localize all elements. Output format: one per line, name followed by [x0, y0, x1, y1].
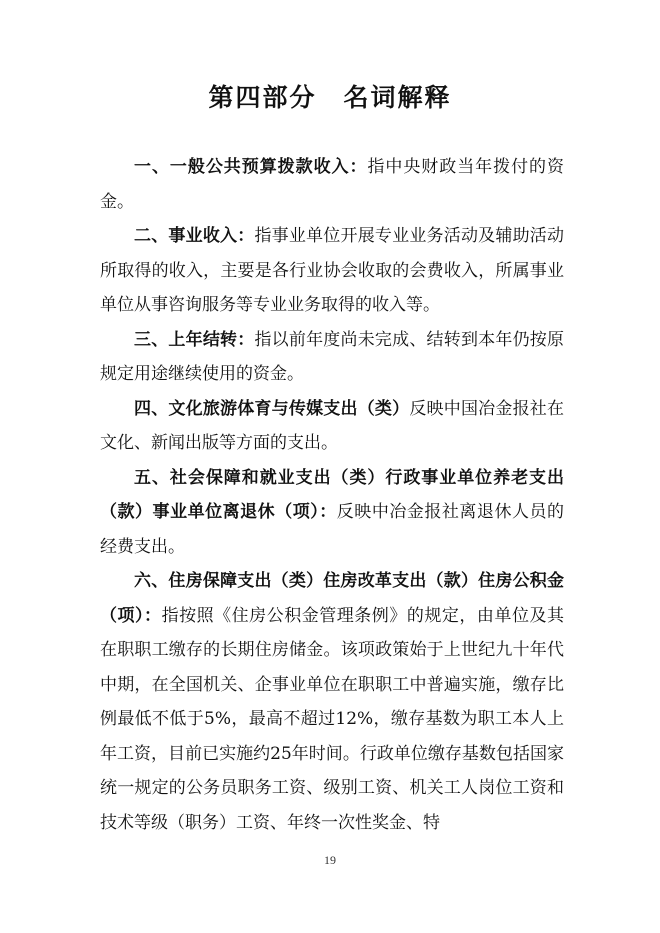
definition-paragraph	[100, 323, 564, 392]
definition-paragraph	[100, 392, 564, 461]
definition-term: 三、上年结转：	[134, 329, 255, 350]
definition-text: 指事业单位开展专业业务活动及辅助活动所取得的收入，主要是各行业协会收取的会费收入，所属事业单位从事咨询服务等专业业务取得的收入等。	[100, 226, 565, 315]
definition-paragraph	[100, 219, 564, 323]
definition-paragraph	[100, 150, 564, 219]
definition-text: 指中央财政当年拨付的资金。	[100, 157, 565, 212]
definition-paragraph	[100, 564, 564, 840]
definition-term: 四、文化旅游体育与传媒支出（类）	[134, 398, 410, 419]
page-number: 19	[324, 853, 336, 867]
definition-text: 反映中国冶金报社在文化、新闻出版等方面的支出。	[100, 398, 565, 453]
definitions-body	[100, 150, 564, 840]
definition-term: 五、社会保障和就业支出（类）行政事业单位养老支出（款）事业单位离退休（项）：	[100, 467, 564, 522]
definition-text: 指按照《住房公积金管理条例》的规定，由单位及其在职职工缴存的长期住房储金。该项政策始于上世纪九十年代中期，在全国机关、企事业单位在职职工中普遍实施，缴存比例最低不低于5%，最高不超过12%，缴存基数为职工本人上年工资，目前已实施约25年时间。行政单位缴存基数包括国家统一规定的公务员职务工资、级别工资、机关工人岗位工资和技术等级（职务）工资、年终一次性奖金、特	[100, 605, 565, 833]
definition-text: 指以前年度尚未完成、结转到本年仍按原规定用途继续使用的资金。	[100, 329, 565, 384]
definition-term: 六、住房保障支出（类）住房改革支出（款）住房公积金（项）：	[100, 571, 564, 626]
page-title: 第四部分 名词解释	[208, 83, 452, 112]
definition-text: 反映中冶金报社离退休人员的经费支出。	[100, 502, 565, 557]
definition-term: 一、一般公共预算拨款收入：	[134, 157, 368, 177]
definition-paragraph	[100, 461, 564, 565]
definition-term: 二、事业收入：	[134, 226, 255, 246]
